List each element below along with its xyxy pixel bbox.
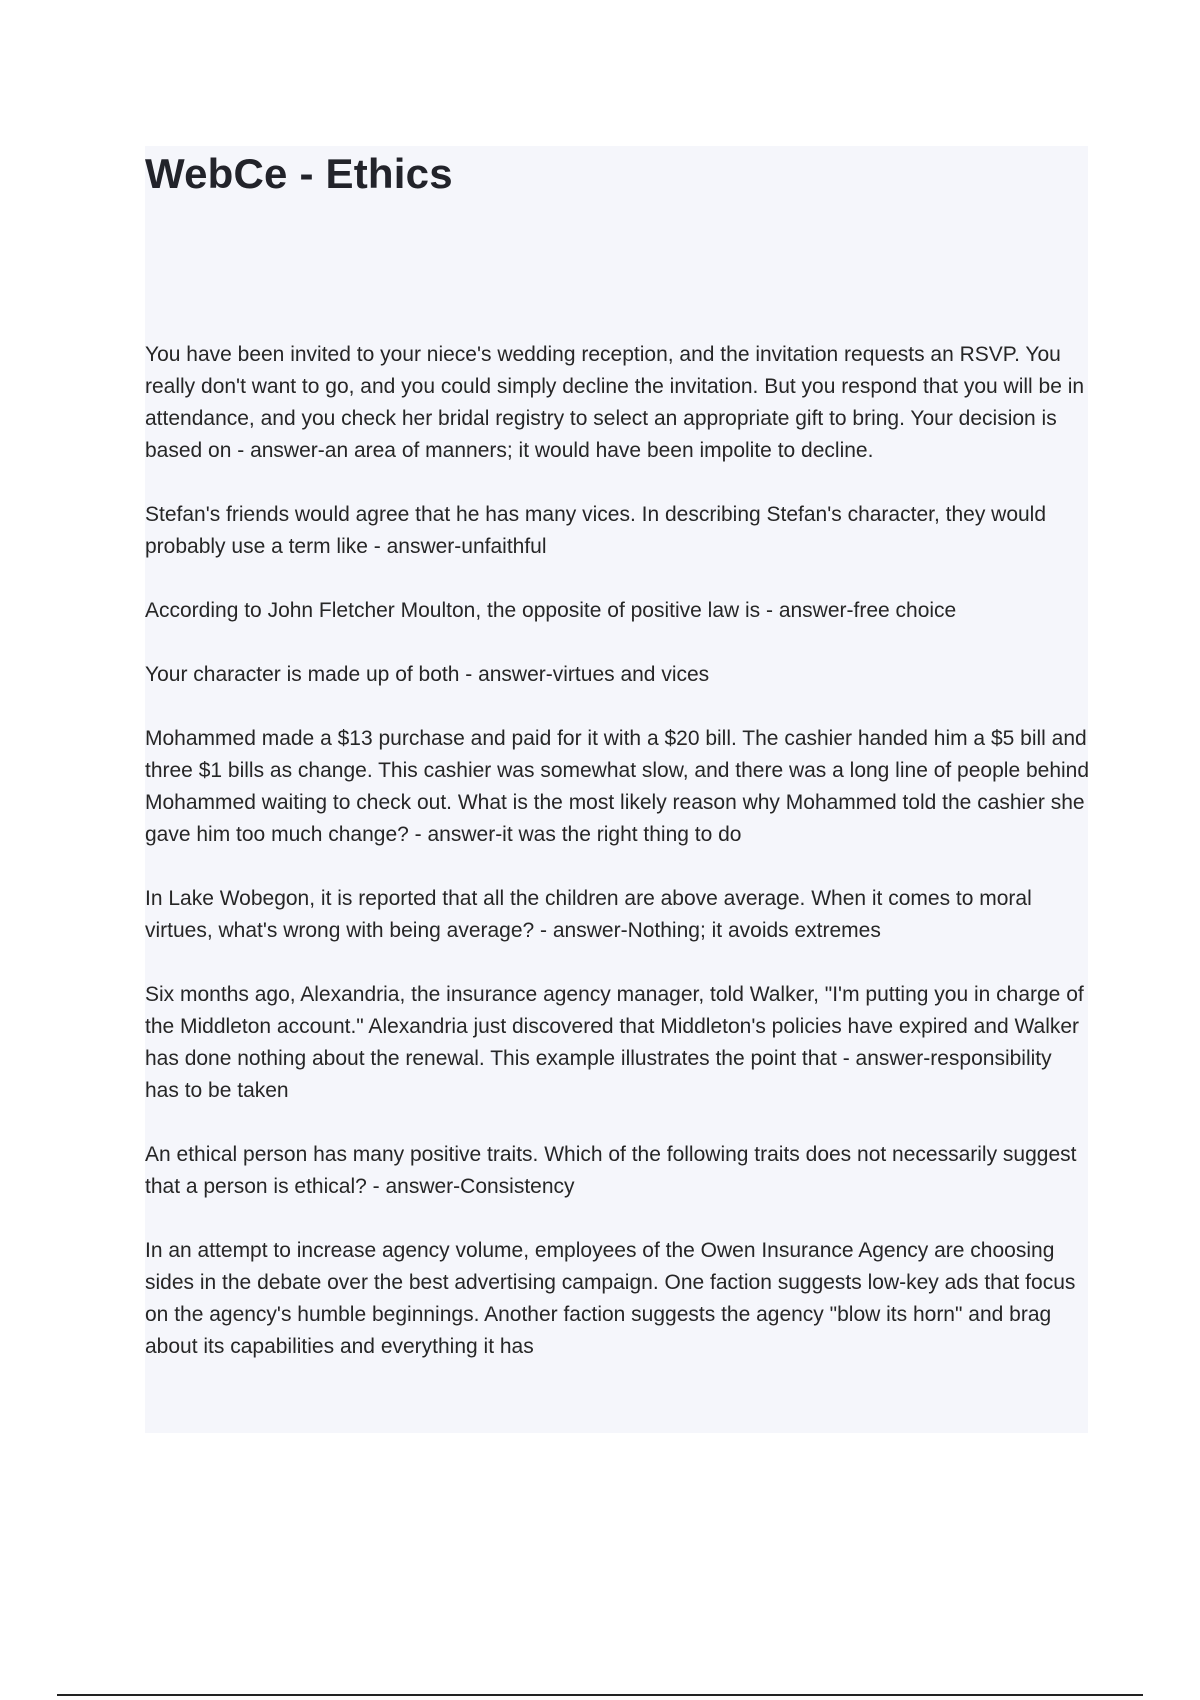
qa-item: Your character is made up of both - answer-virtues and vices bbox=[145, 663, 710, 686]
qa-item: Stefan's friends would agree that he has many vices. In describing Stefan's character, they would probably use a term like - answer-unfaithful bbox=[145, 503, 1047, 558]
qa-item: Six months ago, Alexandria, the insurance agency manager, told Walker, "I'm putting you in charge of the Middleton account." Alexandria just discovered that Middleton's policies have expired and Walker has done nothing about the renewal. This example illustrates the point that - answer-responsibility has to be taken bbox=[145, 983, 1084, 1102]
qa-item: An ethical person has many positive traits. Which of the following traits does not necessarily suggest that a person is ethical? - answer-Consistency bbox=[145, 1143, 1077, 1198]
qa-item: In an attempt to increase agency volume, employees of the Owen Insurance Agency are choosing sides in the debate over the best advertising campaign. One faction suggests low-key ads that focus on the agency's humble beginnings. Another faction suggests the agency "blow its horn" and brag about its capabilities and everything it has bbox=[145, 1239, 1076, 1358]
qa-list bbox=[145, 339, 1090, 1395]
qa-item: You have been invited to your niece's wedding reception, and the invitation requests an RSVP. You really don't want to go, and you could simply decline the invitation. But you respond that you will be in attendance, and you check her bridal registry to select an appropriate gift to bring. Your decision is based on - answer-an area of manners; it would have been impolite to decline. bbox=[145, 343, 1085, 462]
qa-item: Mohammed made a $13 purchase and paid for it with a $20 bill. The cashier handed him a $5 bill and three $1 bills as change. This cashier was somewhat slow, and there was a long line of people behind Mohammed waiting to check out. What is the most likely reason why Mohammed told the cashier she gave him too much change? - answer-it was the right thing to do bbox=[145, 727, 1090, 846]
qa-item: According to John Fletcher Moulton, the opposite of positive law is - answer-free choice bbox=[145, 599, 957, 622]
qa-item: In Lake Wobegon, it is reported that all the children are above average. When it comes to moral virtues, what's wrong with being average? - answer-Nothing; it avoids extremes bbox=[145, 887, 1032, 942]
document-title: WebCe - Ethics bbox=[145, 150, 453, 197]
footer-divider bbox=[57, 1694, 1143, 1696]
